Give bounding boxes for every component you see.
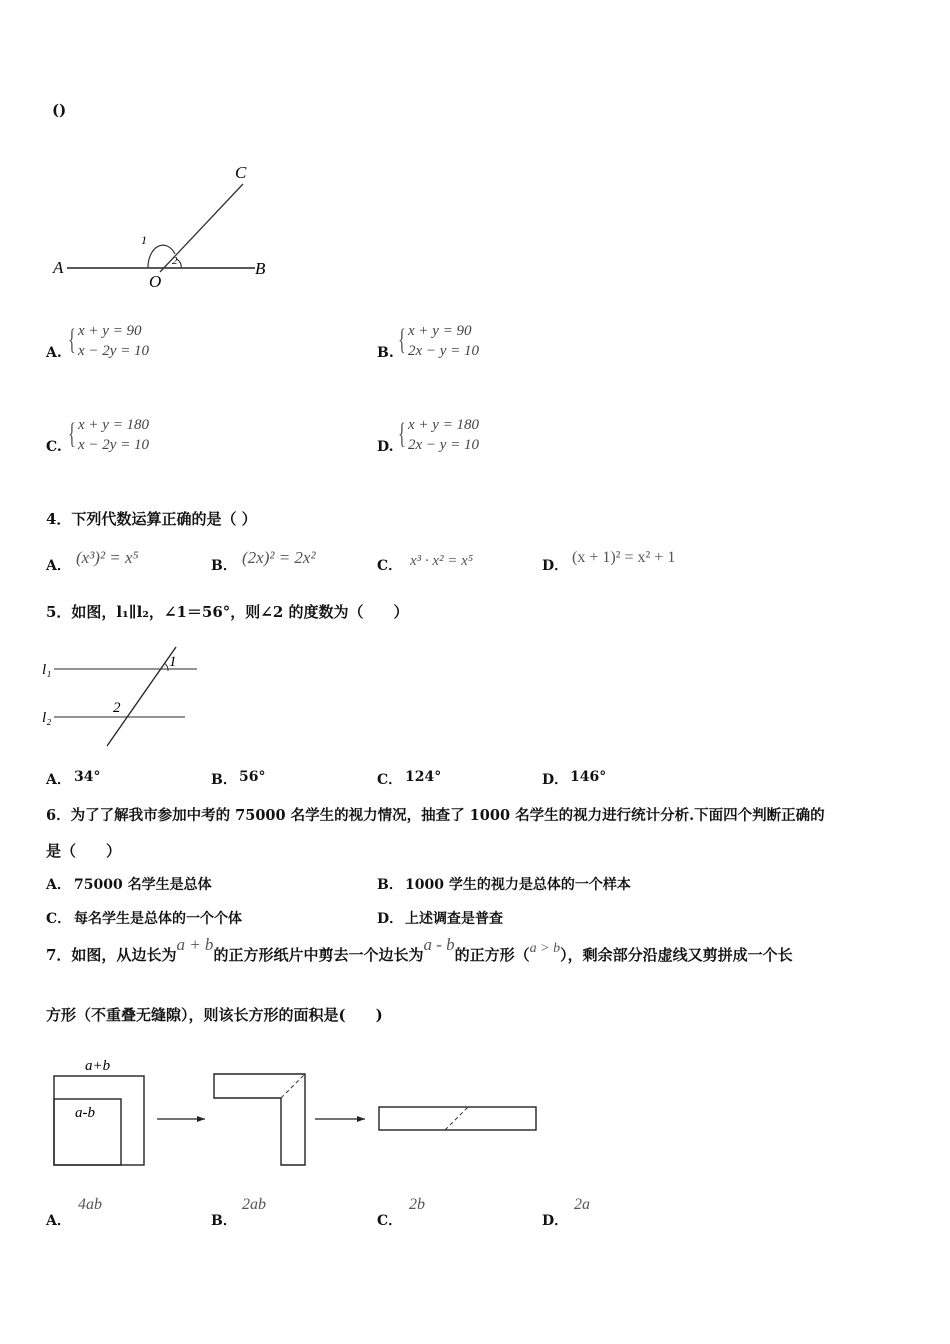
answer-parentheses: () [52, 101, 67, 119]
option-label: D. [377, 439, 394, 455]
q6-stem-line1: 6．为了了解我市参加中考的 75000 名学生的视力情况，抽查了 1000 名学生的视力进行统计分析.下面四个判断正确的 [46, 807, 825, 824]
point-o-label: O [149, 272, 162, 291]
angle-figure [45, 150, 285, 300]
q4-stem: 4．下列代数运算正确的是（ ） [46, 510, 257, 528]
option-label: D． [542, 772, 569, 788]
option-label: B． [211, 558, 237, 574]
option-label: B． [211, 772, 237, 788]
angle-1-label: 1 [141, 233, 147, 247]
option-label: D． [377, 911, 404, 927]
equation-system: { x + y = 180 x − 2y = 10 [70, 415, 149, 455]
option-label: A. [46, 345, 62, 361]
option-expression: 4ab [78, 1196, 102, 1213]
q6-stem-line2: 是（ ） [46, 842, 122, 860]
option-expression: (2x)² = 2x² [242, 548, 316, 567]
option-label: C. [46, 439, 62, 455]
line-l1-label: l₁ [42, 662, 52, 678]
parallel-lines-figure [40, 645, 210, 755]
paper-cut-figure [45, 1052, 545, 1177]
angle-2-label: 2 [172, 255, 178, 267]
option-label: A． [46, 877, 71, 893]
big-side-label: a+b [85, 1058, 111, 1074]
small-side-label: a-b [75, 1105, 95, 1121]
q7-stem-line2: 方形（不重叠无缝隙），则该长方形的面积是( ) [46, 1006, 383, 1024]
equation-system: { x + y = 180 2x − y = 10 [400, 415, 479, 455]
option-label: A． [46, 772, 71, 788]
point-b-label: B [255, 259, 266, 278]
option-expression: 2b [409, 1196, 425, 1213]
option-label: C． [377, 1213, 403, 1229]
angle-1-label: 1 [169, 654, 177, 670]
option-text: 146° [570, 769, 607, 785]
equation-system: { x + y = 90 2x − y = 10 [400, 321, 479, 361]
option-expression: (x³)² = x⁵ [76, 548, 139, 567]
option-label: D． [542, 558, 569, 574]
option-label: B． [377, 877, 403, 893]
option-expression: (x + 1)² = x² + 1 [572, 549, 676, 566]
angle-2-label: 2 [113, 700, 121, 716]
option-label: D． [542, 1213, 569, 1229]
line-l2-label: l₂ [42, 710, 52, 726]
q7-stem-line1: 7．如图，从边长为a + b的正方形纸片中剪去一个边长为a - b的正方形（a > b），剩余部分沿虚线又剪拼成一个长 [46, 935, 793, 964]
option-expression: 2a [574, 1196, 590, 1213]
q5-stem: 5．如图，l₁∥l₂，∠1＝56°，则∠2 的度数为（ ） [46, 603, 409, 621]
option-text: 34° [74, 769, 101, 785]
option-text: 75000 名学生是总体 [74, 877, 212, 893]
point-c-label: C [235, 163, 247, 182]
option-text: 124° [405, 769, 442, 785]
option-label: B. [377, 345, 394, 361]
option-label: A． [46, 1213, 71, 1229]
option-expression: x³ · x² = x⁵ [410, 553, 474, 569]
point-a-label: A [53, 258, 64, 277]
equation-system: { x + y = 90 x − 2y = 10 [70, 321, 149, 361]
option-label: A． [46, 558, 71, 574]
option-label: C． [46, 911, 72, 927]
option-expression: 2ab [242, 1196, 266, 1213]
option-text: 1000 学生的视力是总体的一个样本 [405, 877, 631, 893]
option-label: C． [377, 558, 403, 574]
option-label: B． [211, 1213, 237, 1229]
option-label: C． [377, 772, 403, 788]
option-text: 56° [239, 769, 266, 785]
option-text: 上述调查是普查 [405, 911, 503, 927]
option-text: 每名学生是总体的一个个体 [74, 911, 242, 927]
